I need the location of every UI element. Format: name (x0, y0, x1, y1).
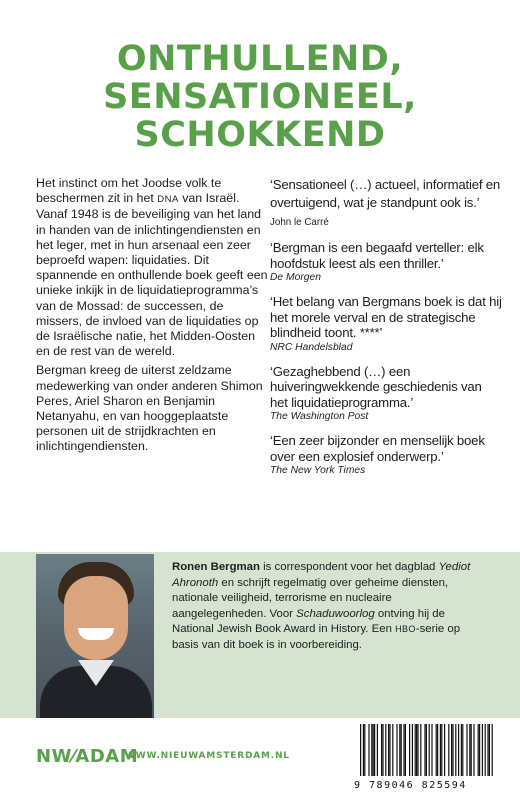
barcode-bar (405, 724, 406, 776)
barcode-bar (426, 724, 427, 776)
bio-newspaper: Yediot Ahronoth (172, 561, 471, 589)
barcode-bar (478, 724, 479, 776)
barcode-bar (436, 724, 437, 776)
barcode-bar (429, 724, 430, 776)
headline-line-3: SCHOKKEND (134, 115, 386, 155)
bio-text: is correspondent voor het dagblad (259, 561, 439, 573)
barcode-bar (364, 724, 365, 776)
barcode-bar (485, 724, 486, 776)
barcode-bar (466, 724, 467, 776)
barcode-bar (401, 724, 402, 776)
barcode-bar (416, 724, 417, 776)
barcode-bar (417, 724, 418, 776)
barcode-bar (479, 724, 480, 776)
barcode-bar (482, 724, 483, 776)
footer (0, 718, 520, 800)
quote-text: ‘Het belang van Bergmans boek is dat hij het morele verval en de strategische blindheid toont. ****’ (270, 294, 502, 340)
barcode-bar (458, 724, 459, 776)
publisher-url[interactable]: WWW.NIEUWAMSTERDAM.NL (125, 751, 290, 761)
blurb (36, 176, 268, 459)
quote-text: ‘Bergman is een begaafd verteller: elk hoofdstuk leest als een thriller.’ (270, 240, 484, 271)
quote-source: NRC Handelsblad (270, 341, 353, 353)
barcode-bar (471, 724, 472, 776)
barcode-bar (396, 724, 397, 776)
headline (0, 40, 520, 154)
barcode-bar (368, 724, 369, 776)
barcode-bar (461, 724, 462, 776)
barcode-bar (444, 724, 445, 776)
barcode-bar (412, 724, 413, 776)
quote-source: The Washington Post (270, 411, 369, 422)
barcode-bar (489, 724, 490, 776)
author-bio (172, 560, 472, 654)
bio-text: -serie op basis van dit boek is in voorbereiding. (172, 623, 461, 651)
barcode-bar (385, 724, 386, 776)
review-quotes (270, 176, 502, 487)
barcode-bar (382, 724, 383, 776)
quote-de-morgen (270, 240, 502, 284)
barcode-bar (403, 724, 404, 776)
barcode-bar (448, 724, 449, 776)
barcode-bar (473, 724, 474, 776)
blurb-paragraph-1 (36, 176, 268, 359)
barcode-bar (389, 724, 390, 776)
headline-line-1: ONTHULLEND, (116, 39, 404, 79)
blurb-text-cont: van Israël. Vanaf 1948 is de beveiliging van het land in handen van de inlichtingendiensten en het leger, met in hun arsenaal een zeer beproefd wapen: liquidaties. Dit spannende en onthullende boek geeft een unieke inkijk in de liquidatieprogramma’s van de Mossad: de successen, de missers, de invloed van de liquidaties op de Israëlische natie, het Midden-Oosten en de rest van de wereld. (36, 191, 268, 359)
author-photo (36, 554, 154, 718)
barcode-bar (392, 724, 393, 776)
bio-hbo: HBO (395, 624, 416, 635)
bio-text: en schrijft regelmatig over geheime diensten, nationale veiligheid, terrorisme en nucleaire aangelegenheden. Voor (172, 576, 449, 620)
barcode-bar (455, 724, 456, 776)
barcode-bar (431, 724, 432, 776)
barcode-bar (399, 724, 400, 776)
barcode-bar (371, 724, 372, 776)
quote-source: The New York Times (270, 465, 366, 476)
barcode-bar (420, 724, 421, 776)
barcode-bar (451, 724, 452, 776)
barcode-bar (377, 724, 378, 776)
quote-text: ‘Sensationeel (…) actueel, informatief en overtuigend, wat je standpunt ook is.’ (270, 177, 501, 210)
quote-text: ‘Gezaghebbend (…) een huiveringwekkende geschiedenis van het liquidatieprogramma.’ (270, 363, 482, 410)
barcode-bar (452, 724, 453, 776)
barcode-bar (388, 724, 389, 776)
barcode-bar (415, 724, 416, 776)
headline-line-2: SENSATIONEEL, (103, 77, 417, 117)
photo-face (64, 576, 128, 660)
quote-text: ‘Een zeer bijzonder en menselijk boek over een explosief onderwerp.’ (270, 433, 485, 464)
quote-washington-post (270, 364, 502, 424)
barcode-bar (462, 724, 463, 776)
barcode-bar (437, 724, 438, 776)
barcode-bar (487, 724, 488, 776)
quote-source: De Morgen (270, 272, 321, 283)
barcode-bar (492, 724, 493, 776)
author-name: Ronen Bergman (172, 561, 260, 573)
quote-source: John le Carré (270, 217, 329, 228)
barcode-bars (358, 724, 498, 780)
barcode-bar (381, 724, 382, 776)
publisher-logo: NW⁄ADAM (36, 746, 139, 767)
barcode (350, 724, 500, 796)
blurb-text: Het instinct om het Joodse volk te beschermen zit in het (36, 176, 222, 206)
barcode-bar (363, 724, 364, 776)
barcode-bar (441, 724, 442, 776)
barcode-bar (440, 724, 441, 776)
barcode-bar (469, 724, 470, 776)
quote-le-carre (270, 176, 502, 230)
barcode-bar (360, 724, 361, 776)
bio-text: ontving hij de National Jewish Book Award in History. Een (172, 607, 445, 636)
barcode-bar (373, 724, 374, 776)
quote-nyt (270, 433, 502, 477)
bio-book-title: Schaduwoorlog (296, 607, 375, 620)
barcode-bar (374, 724, 375, 776)
blurb-dna: DNA (157, 194, 179, 206)
barcode-number: 9 789046 825594 (354, 780, 467, 791)
quote-nrc (270, 294, 502, 354)
barcode-bar (424, 724, 425, 776)
barcode-bar (409, 724, 410, 776)
blurb-paragraph-2: Bergman kreeg de uiterst zeldzame medewerking van onder anderen Shimon Peres, Ariel Sharon en Benjamin Netanyahu, en van hooggeplaatste personen uit de strijdkrachten en inlichtingendiensten. (36, 363, 263, 454)
